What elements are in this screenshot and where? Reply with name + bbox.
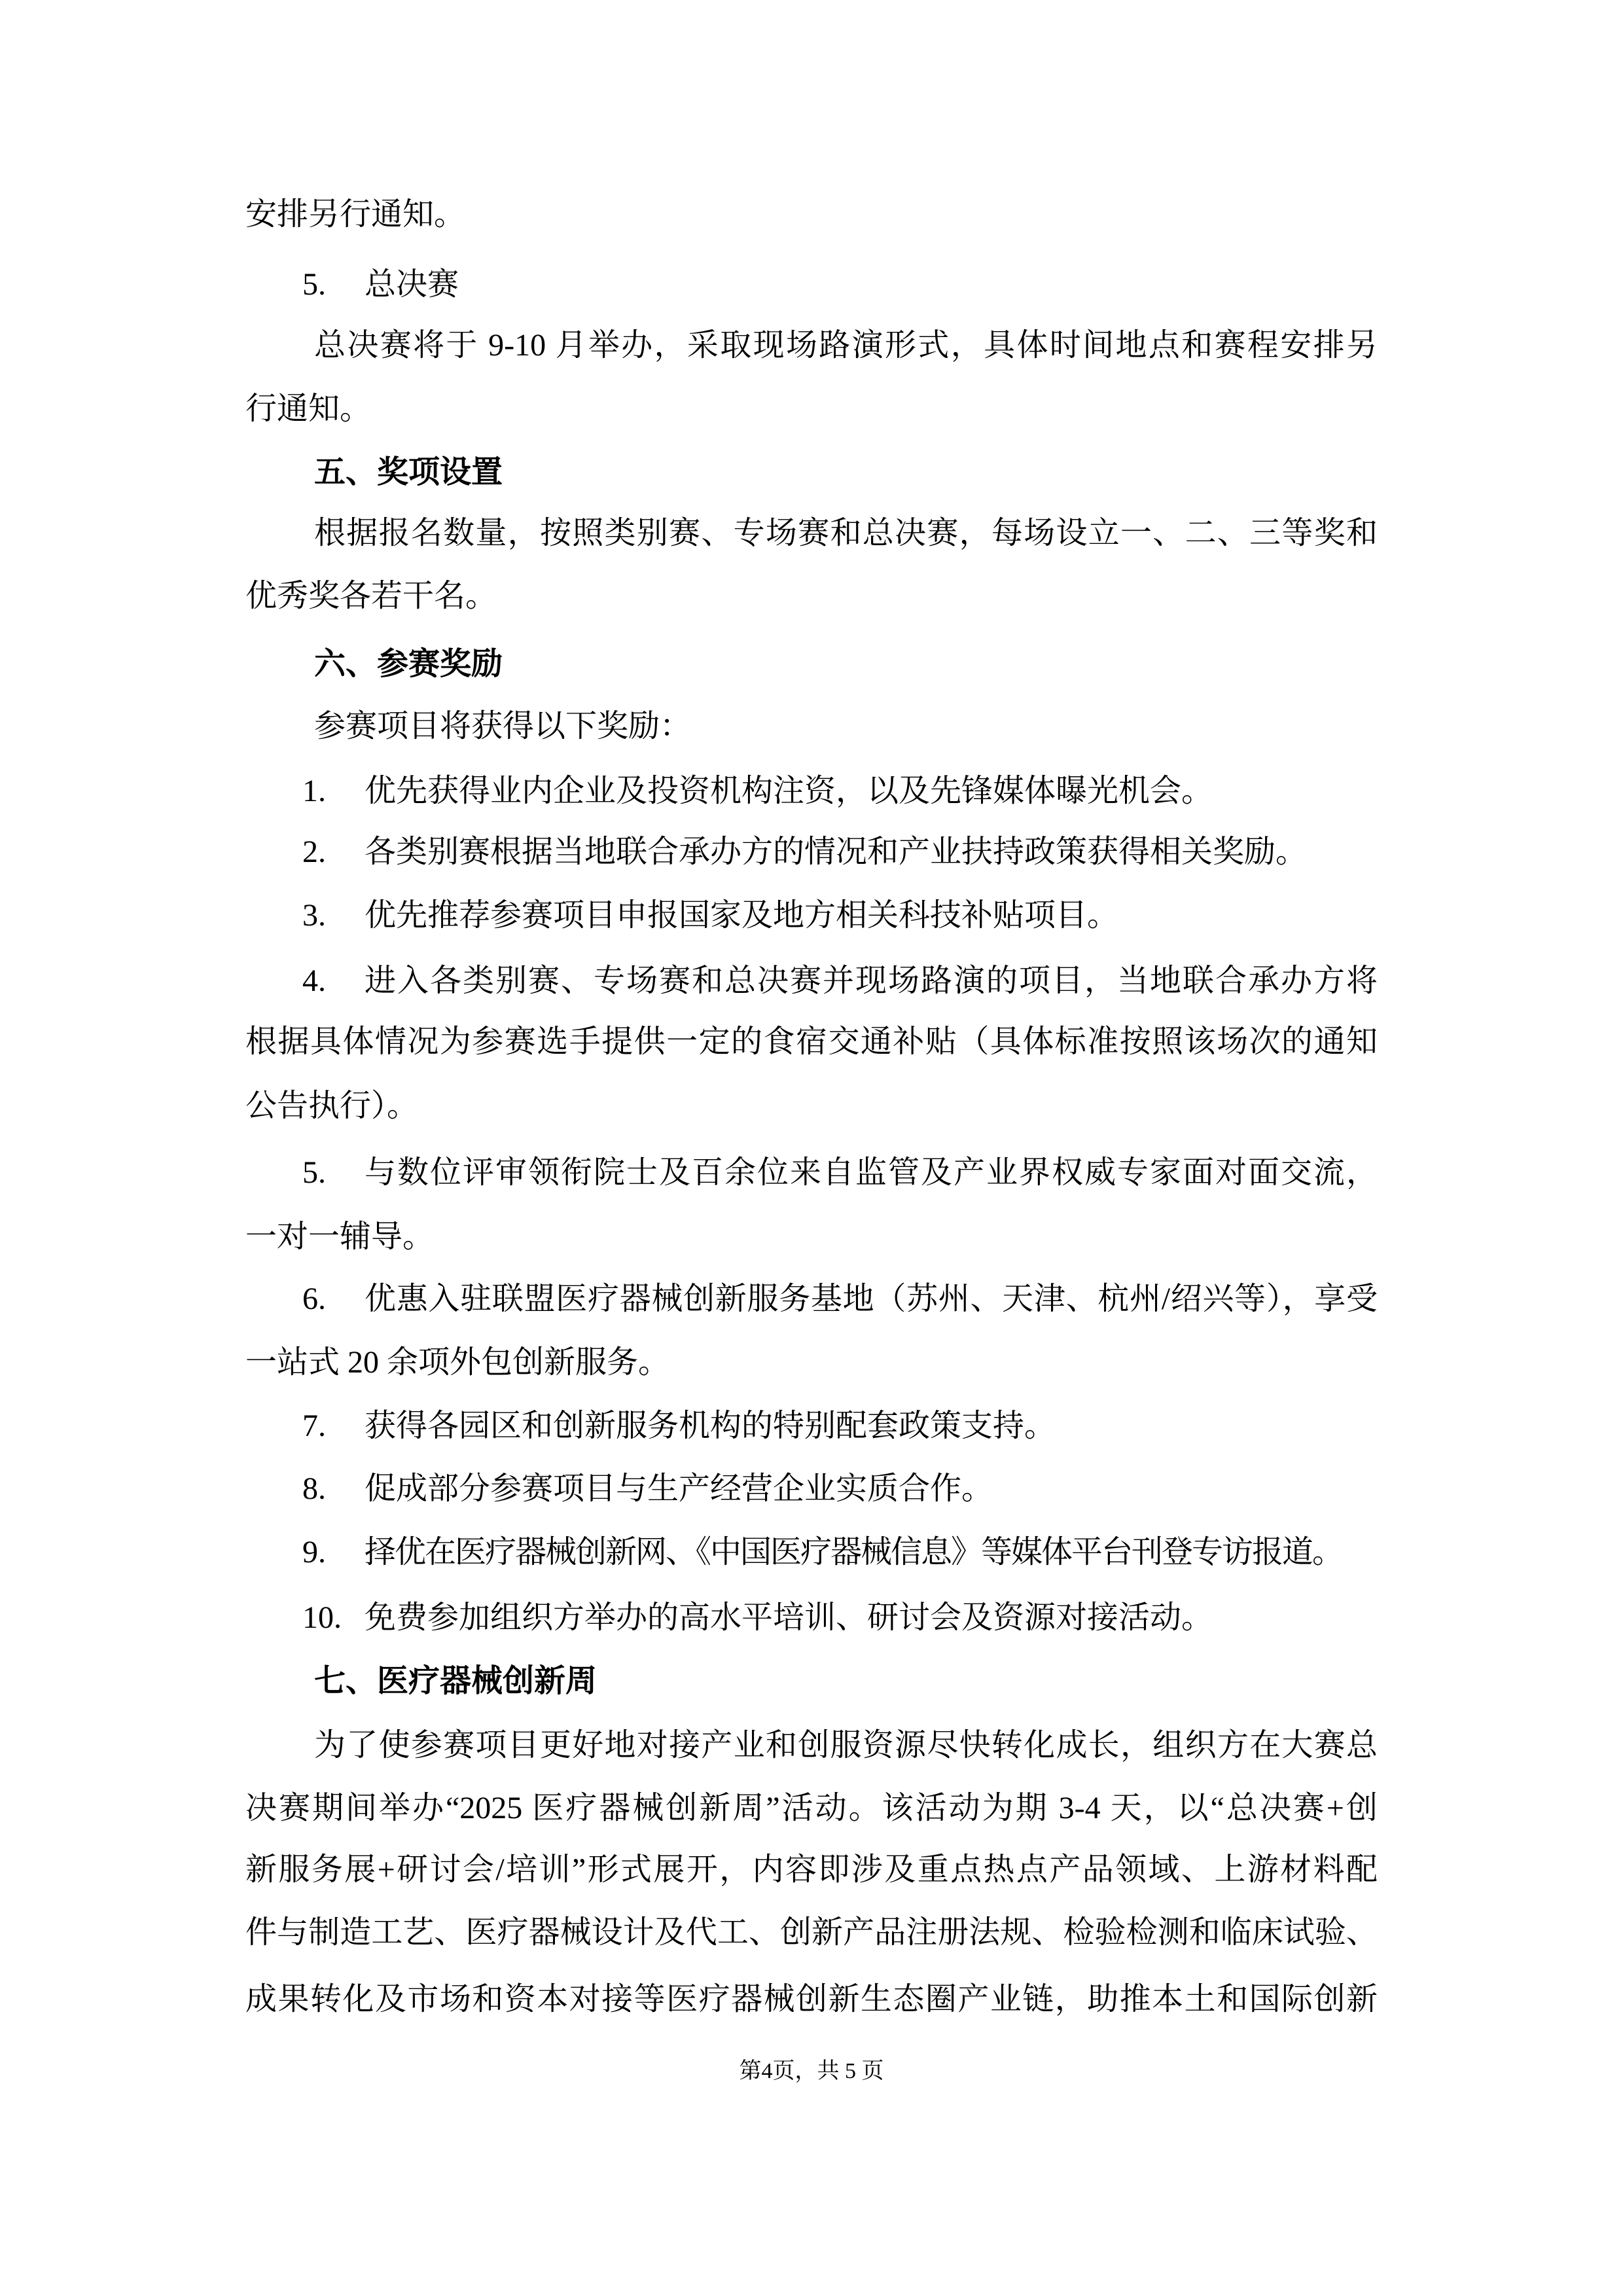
list-item-text: 促成部分参赛项目与生产经营企业实质合作。 [365,1471,993,1506]
list-item [302,1536,1342,1569]
paragraph-line: 一站式 20 余项外包创新服务。 [245,1345,670,1380]
list-item-number: 4. [302,963,326,998]
paragraph-line: 公告执行）。 [245,1088,419,1123]
list-item-number: 6. [302,1282,326,1316]
list-item-text: 总决赛 [365,267,459,302]
paragraph-line: 为了使参赛项目更好地对接产业和创服资源尽快转化成长，组织方在大赛总 [314,1728,1378,1763]
list-item-text: 各类别赛根据当地联合承办方的情况和产业扶持政策获得相关奖励。 [365,834,1308,869]
paragraph-line: 成果转化及市场和资本对接等医疗器械创新生态圈产业链，助推本土和国际创新 [245,1982,1378,2017]
list-item-text: 优惠入驻联盟医疗器械创新服务基地（苏州、天津、杭州/绍兴等），享受 [365,1282,1378,1316]
list-item-text: 优先推荐参赛项目申报国家及地方相关科技补贴项目。 [365,898,1119,933]
list-item-text: 优先获得业内企业及投资机构注资，以及先锋媒体曝光机会。 [365,774,1213,808]
list-item-number: 10. [302,1600,342,1635]
list-item [302,965,1378,997]
list-item-number: 8. [302,1471,326,1506]
section-heading: 五、奖项设置 [314,455,503,490]
list-item [302,1410,1056,1443]
paragraph-line: 安排另行通知。 [245,197,466,232]
list-item-text: 进入各类别赛、专场赛和总决赛并现场路演的项目，当地联合承办方将 [365,963,1378,998]
list-item [302,1473,993,1505]
section-heading: 六、参赛奖励 [314,647,503,681]
paragraph-line: 决赛期间举办“2025 医疗器械创新周”活动。该活动为期 3-4 天，以“总决赛+创 [245,1791,1378,1825]
list-item [302,1157,1378,1189]
paragraph-line: 参赛项目将获得以下奖励： [314,709,692,744]
paragraph-line: 根据具体情况为参赛选手提供一定的食宿交通补贴（具体标准按照该场次的通知 [245,1024,1378,1059]
section-heading: 七、医疗器械创新周 [314,1664,597,1698]
paragraph-line: 总决赛将于 9-10 月举办，采取现场路演形式，具体时间地点和赛程安排另 [314,328,1378,363]
list-item-text: 与数位评审领衔院士及百余位来自监管及产业界权威专家面对面交流， [365,1155,1378,1190]
list-item-number: 5. [302,1155,326,1190]
list-item-number: 2. [302,834,326,869]
list-item-text: 免费参加组织方举办的高水平培训、研讨会及资源对接活动。 [365,1600,1213,1635]
paragraph-line: 优秀奖各若干名。 [245,579,497,613]
list-item-number: 7. [302,1408,326,1443]
paragraph-line: 新服务展+研讨会/培训”形式展开，内容即涉及重点热点产品领域、上游材料配 [245,1852,1378,1887]
list-item [302,836,1307,869]
paragraph-line: 根据报名数量，按照类别赛、专场赛和总决赛，每场设立一、二、三等奖和 [314,516,1378,550]
list-item-text: 获得各园区和创新服务机构的特别配套政策支持。 [365,1408,1056,1443]
paragraph-line: 一对一辅导。 [245,1219,435,1254]
list-item [302,775,1213,808]
list-item [302,899,1118,932]
page-footer: 第4页，共 5 页 [739,2059,884,2083]
list-item [302,1602,1213,1634]
list-item-text: 择优在医疗器械创新网、《中国医疗器械信息》等媒体平台刊登专访报道。 [365,1535,1343,1570]
list-item [302,1283,1378,1316]
paragraph-line: 件与制造工艺、医疗器械设计及代工、创新产品注册法规、检验检测和临床试验、 [245,1915,1378,1950]
list-item-number: 5. [302,267,326,302]
list-item-number: 9. [302,1535,326,1570]
list-item-number: 1. [302,774,326,808]
list-item [302,268,459,301]
list-item-number: 3. [302,898,326,933]
paragraph-line: 行通知。 [245,391,372,426]
